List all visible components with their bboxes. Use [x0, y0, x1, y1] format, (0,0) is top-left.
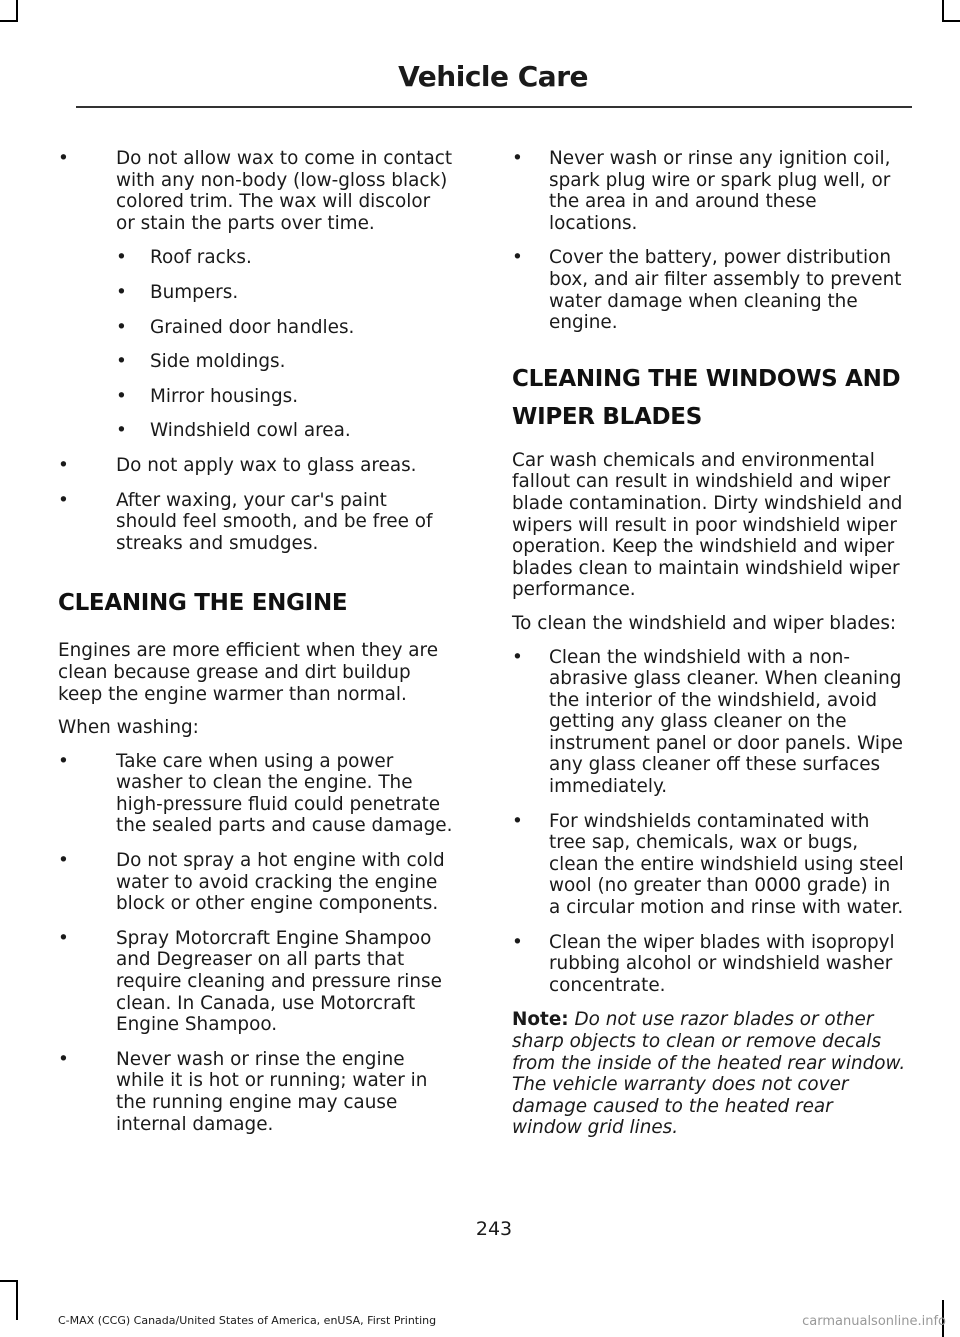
crop-mark — [0, 1280, 18, 1282]
note-text: Do not use razor blades or other sharp objects to clean or remove decals from the inside of the heated rear window. The vehicle warranty does not cover damage caused to the heated rear window grid lines. — [512, 1009, 906, 1139]
bullet-icon: • — [116, 420, 127, 442]
bullet-icon: • — [512, 646, 523, 668]
paragraph: When washing: — [58, 717, 199, 739]
bullet-icon: • — [58, 454, 69, 476]
bullet-icon: • — [512, 810, 523, 832]
list-item: • Side moldings. — [116, 351, 286, 373]
note-label: Note: — [512, 1009, 569, 1031]
section-heading-windows: CLEANING THE WINDOWS AND WIPER BLADES — [512, 365, 901, 430]
page-title: Vehicle Care — [398, 60, 588, 93]
crop-mark — [16, 0, 18, 22]
list-item: • Mirror housings. — [116, 385, 299, 407]
list-item: • Cover the battery, power distribution box, and air filter assembly to prevent water damage when cleaning the engine. — [512, 247, 902, 334]
bullet-icon: • — [512, 931, 523, 953]
list-item: • Do not apply wax to glass areas. — [58, 454, 417, 476]
paragraph: To clean the windshield and wiper blades: — [512, 612, 897, 634]
list-item: • After waxing, your car's paint should feel smooth, and be free of streaks and smudges. — [58, 489, 433, 554]
crop-mark — [942, 20, 960, 22]
left-column — [58, 148, 453, 1148]
bullet-icon: • — [58, 1048, 69, 1070]
bullet-icon: • — [58, 750, 69, 772]
bullet-icon: • — [58, 850, 69, 872]
paragraph: Engines are more efficient when they are clean because grease and dirt buildup keep the engine warmer than normal. — [58, 640, 439, 705]
bullet-icon: • — [58, 148, 69, 169]
bullet-icon: • — [116, 281, 127, 303]
watermark: carmanualsonline.info — [802, 1314, 946, 1329]
list-item: • Do not spray a hot engine with cold water to avoid cracking the engine block or other engine components. — [58, 850, 445, 915]
list-item: • For windshields contaminated with tree sap, chemicals, wax or bugs, clean the entire windshield using steel wool (no greater than 0000 grade) in a circular motion and rinse with water. — [512, 810, 904, 919]
page-number: 243 — [475, 1218, 513, 1240]
crop-mark — [0, 20, 18, 22]
bullet-icon: • — [116, 385, 127, 407]
list-item: • Grained door handles. — [116, 316, 355, 338]
bullet-icon: • — [116, 247, 127, 269]
bullet-icon: • — [512, 148, 523, 169]
header-divider — [76, 106, 912, 108]
list-item: • Do not allow wax to come in contact with any non-body (low-gloss black) colored trim. The wax will discolor or stain the parts over time. — [58, 148, 453, 234]
paragraph: Car wash chemicals and environmental fallout can result in windshield and wiper blade contamination. Dirty windshield and wipers will result in poor windshield wiper operation. Keep the windshield and wiper blades clean to maintain windshield wiper performance. — [512, 449, 903, 601]
list-item: • Spray Motorcraft Engine Shampoo and Degreaser on all parts that require cleaning and pressure rinse clean. In Canada, use Motorcraft Engine Shampoo. — [58, 927, 442, 1036]
list-item: • Never wash or rinse the engine while it is hot or running; water in the running engine may cause internal damage. — [58, 1048, 428, 1135]
bullet-icon: • — [512, 247, 523, 269]
bullet-icon: • — [58, 489, 69, 511]
list-item: • Never wash or rinse any ignition coil, spark plug wire or spark plug well, or the area in and around these locations. — [512, 148, 891, 234]
bullet-icon: • — [116, 316, 127, 338]
sub-list — [58, 247, 453, 442]
crop-mark — [942, 0, 944, 22]
note-paragraph — [512, 1009, 907, 1139]
bullet-icon: • — [58, 927, 69, 949]
list-item: • Clean the wiper blades with isopropyl rubbing alcohol or windshield washer concentrate. — [512, 931, 895, 996]
list-item: • Bumpers. — [116, 281, 239, 303]
right-column — [512, 148, 907, 1151]
list-item: • Clean the windshield with a non-abrasive glass cleaner. When cleaning the interior of the windshield, avoid getting any glass cleaner on the instrument panel or door panels. Wipe any glass cleaner off these surfaces immediately. — [512, 646, 904, 798]
list-item: • Roof racks. — [116, 247, 252, 269]
section-heading-engine: CLEANING THE ENGINE — [58, 590, 348, 617]
list-item: • Windshield cowl area. — [116, 420, 351, 442]
list-item: • Take care when using a power washer to clean the engine. The high-pressure fluid could penetrate the sealed parts and cause damage. — [58, 750, 453, 837]
publication-info: C-MAX (CCG) Canada/United States of America, enUSA, First Printing — [58, 1314, 437, 1327]
bullet-icon: • — [116, 351, 127, 373]
crop-mark — [16, 1280, 18, 1320]
